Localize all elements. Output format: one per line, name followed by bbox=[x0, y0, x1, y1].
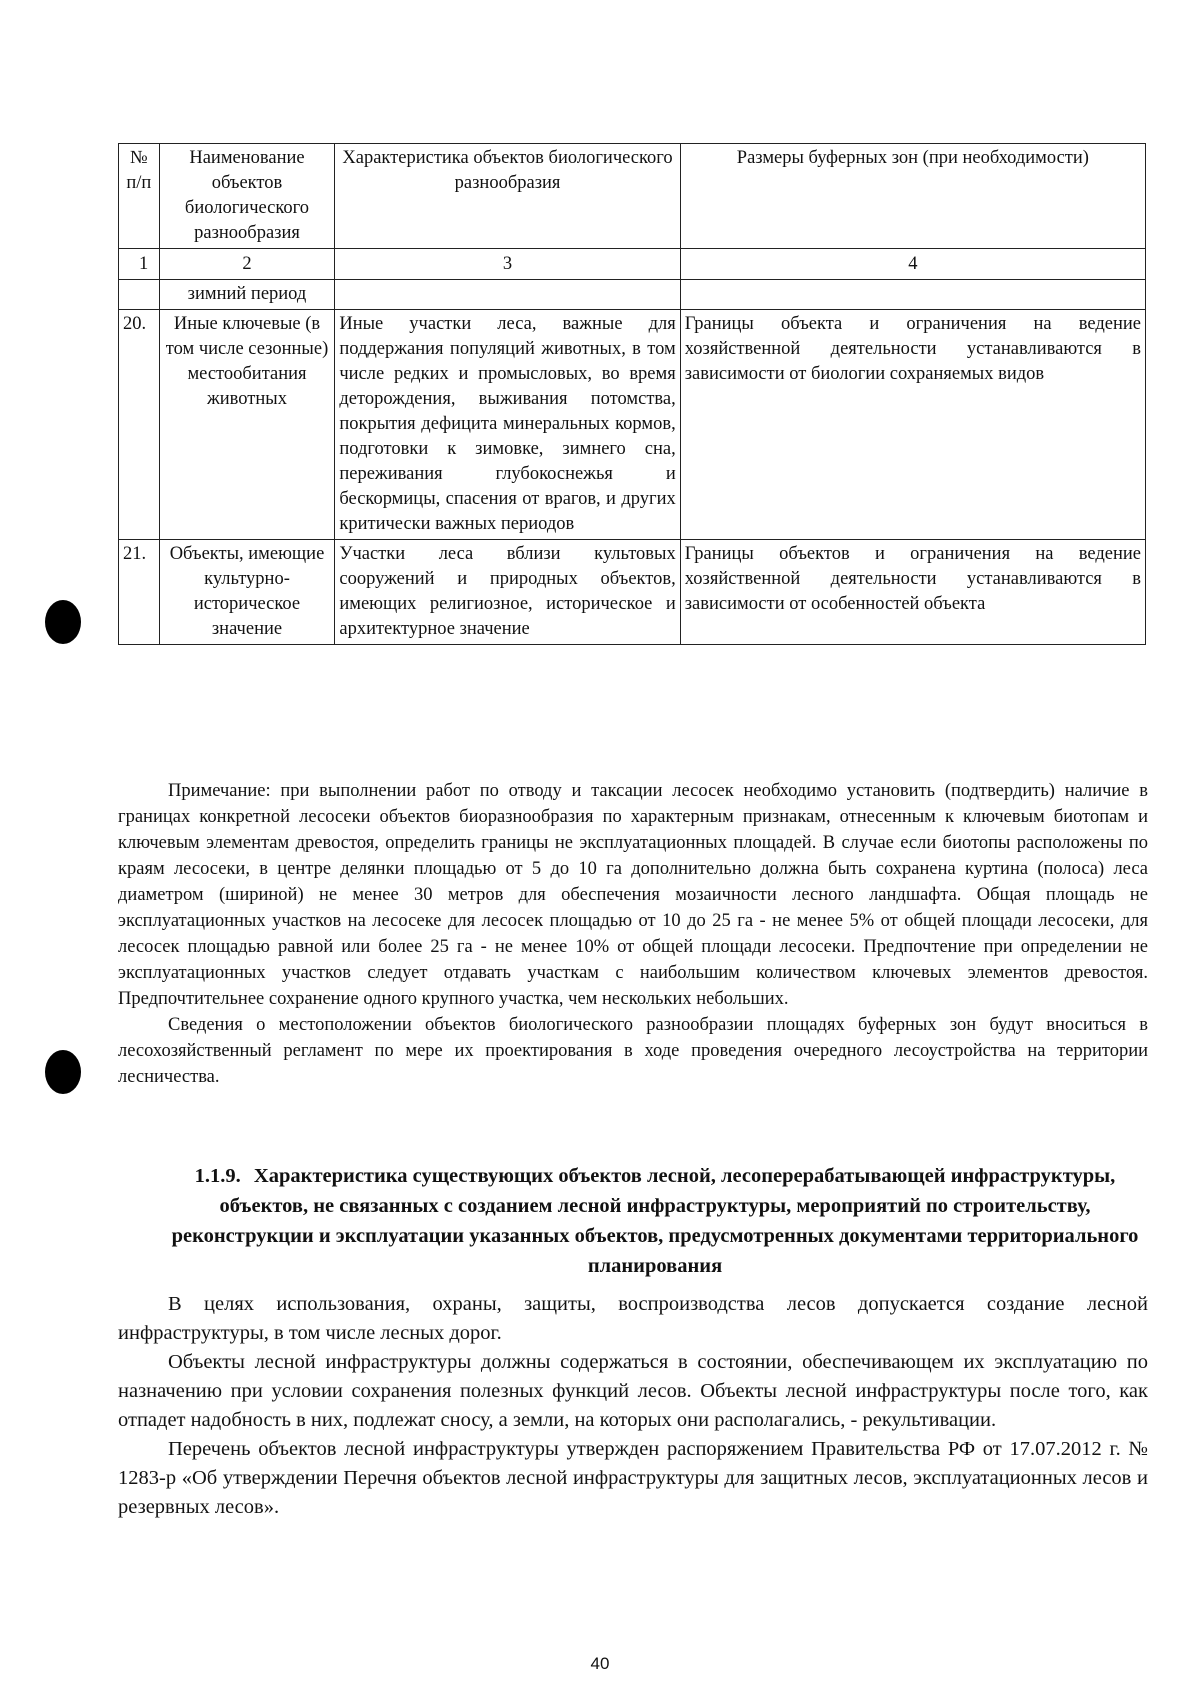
body-paragraph: Объекты лесной инфраструктуры должны содержаться в состоянии, обеспечивающем их эксплуатацию по назначению при условии сохранения полезных функций лесов. Объекты лесной инфраструктуры после того, как отпадет надобность в них, подлежат сносу, а земли, на которых они располагались, - рекультивации. bbox=[118, 1351, 1148, 1431]
table-row bbox=[119, 540, 1146, 645]
row-characteristic: Участки леса вблизи культовых сооружений и природных объектов, имеющих религиозное, историческое и архитектурное значение bbox=[335, 540, 680, 645]
body-paragraph: В целях использования, охраны, защиты, воспроизводства лесов допускается создание лесной инфраструктуры, в том числе лесных дорог. bbox=[118, 1293, 1148, 1344]
section-body bbox=[118, 1290, 1148, 1522]
biodiversity-table bbox=[118, 143, 1146, 645]
continuation-text: зимний период bbox=[159, 280, 335, 310]
body-paragraph: Перечень объектов лесной инфраструктуры утвержден распоряжением Правительства РФ от 17.07.2012 г. № 1283-р «Об утверждении Перечня объектов лесной инфраструктуры для защитных лесов, эксплуатационных лесов и резервных лесов». bbox=[118, 1438, 1148, 1518]
punch-hole-top bbox=[45, 600, 81, 644]
section-title: Характеристика существующих объектов лесной, лесоперерабатывающей инфраструктуры, объектов, не связанных с созданием лесной инфраструктуры, мероприятий по строительству, реконструкции и эксплуатации указанных объектов, предусмотренных документами территориального планирования bbox=[171, 1165, 1139, 1277]
row-number: 21. bbox=[119, 540, 160, 645]
row-buffer: Границы объектов и ограничения на ведение хозяйственной деятельности устанавливаются в зависимости от особенностей объекта bbox=[680, 540, 1145, 645]
continuation-number-cell bbox=[119, 280, 160, 310]
row-name: Объекты, имеющие культурно-историческое значение bbox=[159, 540, 335, 645]
row-name: Иные ключевые (в том числе сезонные) местообитания животных bbox=[159, 310, 335, 540]
table-row bbox=[119, 310, 1146, 540]
column-number-4: 4 bbox=[680, 249, 1145, 280]
header-number: № п/п bbox=[119, 144, 160, 249]
table-header-row bbox=[119, 144, 1146, 249]
column-number-row bbox=[119, 249, 1146, 280]
column-number-2: 2 bbox=[159, 249, 335, 280]
row-number: 20. bbox=[119, 310, 160, 540]
row-buffer: Границы объекта и ограничения на ведение хозяйственной деятельности устанавливаются в зависимости от биологии сохраняемых видов bbox=[680, 310, 1145, 540]
row-characteristic: Иные участки леса, важные для поддержания популяций животных, в том числе редких и промысловых, во время деторождения, выживания потомства, покрытия дефицита минеральных кормов, подготовки к зимовке, зимнего сна, переживания глубокоснежья и бескормицы, спасения от врагов, и других критически важных периодов bbox=[335, 310, 680, 540]
column-number-1: 1 bbox=[119, 249, 160, 280]
header-buffer-zones: Размеры буферных зон (при необходимости) bbox=[680, 144, 1145, 249]
punch-hole-bottom bbox=[45, 1050, 81, 1094]
section-number: 1.1.9. bbox=[194, 1165, 241, 1187]
note-paragraph: Примечание: при выполнении работ по отводу и таксации лесосек необходимо установить (подтвердить) наличие в границах конкретной лесосеки объектов биоразнообразия по характерным признакам, отнесенным к ключевым биотопам и ключевым элементам древостоя, определить границы не эксплуатационных площадей. В случае если биотопы расположены по краям лесосеки, в центре делянки площадью от 5 до 10 га дополнительно должна быть сохранена куртина (полоса) леса диаметром (шириной) не менее 30 метров для обеспечения мозаичности лесного ландшафта. Общая площадь не эксплуатационных участков на лесосеке для лесосек площадью от 10 до 25 га - не менее 5% от общей площади лесосеки, для лесосек площадью равной или более 25 га - не менее 10% от общей площади лесосеки. Предпочтение при определении не эксплуатационных участков следует отдавать участкам с наибольшим количеством ключевых элементов древостоя. Предпочтительнее сохранение одного крупного участка, чем нескольких небольших. bbox=[118, 781, 1148, 1009]
continuation-characteristic-cell bbox=[335, 280, 680, 310]
section-heading bbox=[160, 1161, 1150, 1281]
header-characteristic: Характеристика объектов биологического разнообразия bbox=[335, 144, 680, 249]
continuation-row bbox=[119, 280, 1146, 310]
continuation-buffer-cell bbox=[680, 280, 1145, 310]
header-name: Наименование объектов биологического разнообразия bbox=[159, 144, 335, 249]
note-block bbox=[118, 778, 1148, 1090]
page-number: 40 bbox=[590, 1654, 610, 1673]
column-number-3: 3 bbox=[335, 249, 680, 280]
note-paragraph: Сведения о местоположении объектов биологического разнообразии площадях буферных зон будут вноситься в лесохозяйственный регламент по мере их проектирования в ходе проведения очередного лесоустройства на территории лесничества. bbox=[118, 1015, 1148, 1087]
